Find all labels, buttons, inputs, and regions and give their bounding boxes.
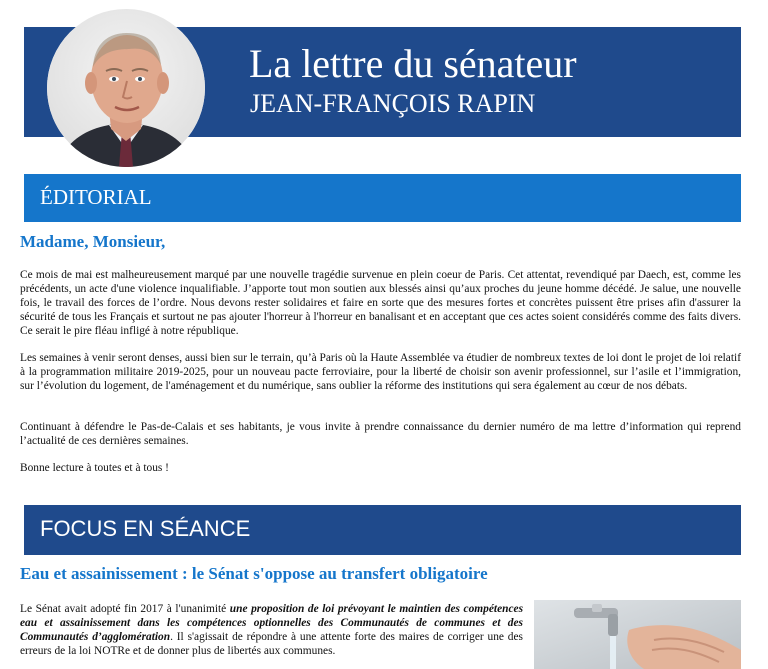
article-body (20, 602, 523, 658)
article-photo (534, 600, 741, 669)
article-title: Eau et assainissement : le Sénat s'oppose au transfert obligatoire (20, 564, 488, 583)
editorial-paragraph: Ce mois de mai est malheureusement marqué par une nouvelle tragédie survenue en plein coeur de Paris. Cet attentat, revendiqué par Daech, est, comme les précédents, un acte d'une violence inqualifiable. J’apporte tout mon soutien aux blessés ainsi qu’aux proches du jeune homme décédé. Je salue, une nouvelle fois, le travail des forces de l’ordre. Nous devons rester solidaires et faire en sorte que des mesures fortes et concrètes puissent être prises afin d'assurer la sécurité de tous les Français et surtout ne pas ajouter l'horreur à l'horreur en banalisant et en acceptant que ces actes soient considérés comme des faits divers. Ce serait le pire fléau infligé à notre république. (20, 269, 741, 337)
editorial-greeting: Madame, Monsieur, (20, 232, 166, 251)
senator-name: JEAN-FRANÇOIS RAPIN (250, 89, 536, 118)
article-rest: . Il s'agissait de répondre à une attente forte des maires de corriger une des erreurs de la loi NOTRe et de donner plus de libertés aux communes. (20, 631, 523, 657)
editorial-paragraph: Continuant à défendre le Pas-de-Calais et ses habitants, je vous invite à prendre connaissance du dernier numéro de ma lettre d’information qui reprend l’actualité de ces dernières semaines. (20, 421, 741, 447)
article-emphasis: une proposition de loi prévoyant le maintien des compétences eau et assainissement dans les compétences optionnelles des Communautés de communes et des Communautés d’agglomération (20, 603, 524, 643)
editorial-section-bar (24, 174, 741, 222)
editorial-paragraph: Les semaines à venir seront denses, aussi bien sur le terrain, qu’à Paris où la Haute Assemblée va étudier de nombreux textes de loi dont le projet de loi relatif à la programmation militaire 2019-2025, pour un nouveau pacte ferroviaire, pour la liberté de choisir son avenir professionnel, sur l’asile et l’immigration, sur l’évolution du logement, de l'aménagement et du numérique, sans oublier la réforme des institutions qui sera également au cœur de nos débats. (20, 352, 741, 392)
newsletter-title: La lettre du sénateur (249, 41, 577, 86)
editorial-section-label: ÉDITORIAL (40, 185, 152, 209)
senator-portrait (47, 9, 205, 167)
focus-section-label: FOCUS EN SÉANCE (40, 516, 251, 541)
article-intro: Le Sénat avait adopté fin 2017 à l'unanimité (20, 603, 230, 615)
portrait-icon (47, 9, 205, 167)
focus-section-bar (24, 505, 741, 555)
faucet-hands-icon (534, 600, 741, 669)
editorial-closing: Bonne lecture à toutes et à tous ! (20, 462, 169, 474)
